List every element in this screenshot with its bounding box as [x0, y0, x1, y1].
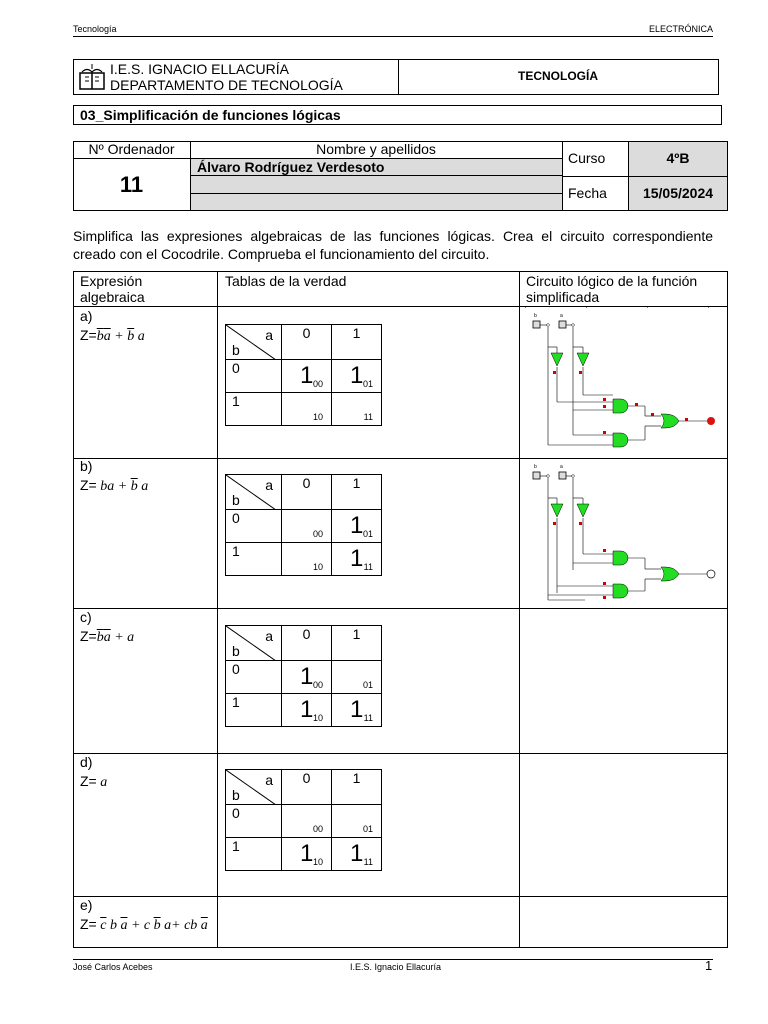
course-label: Curso [568, 150, 606, 166]
computer-number-label: Nº Ordenador [88, 141, 175, 157]
truth-table-a: a b 0 1 0 1 00 1 01 1 10 11 [225, 324, 382, 426]
row-label-b: b) [80, 458, 93, 474]
svg-text:a: a [560, 464, 563, 470]
truth-table-d: a b 0 1 0 00 01 1 1 10 1 11 [225, 769, 382, 871]
footer-rule [73, 959, 713, 960]
footer-school: I.E.S. Ignacio Ellacuría [350, 962, 442, 972]
worksheet-title-box [73, 105, 722, 125]
logic-circuit-a [525, 307, 725, 455]
svg-text:a: a [560, 313, 563, 319]
expression-a: $Z=\overline{b}\overline{a} + \overline{b}$ a [80, 327, 145, 344]
column-header-expression: Expresión algebraica [80, 273, 145, 305]
svg-text:b: b [534, 313, 537, 319]
header-rule [73, 36, 713, 37]
page-number: 1 [705, 958, 713, 973]
expression-d: Z= a [80, 773, 108, 790]
course-value: 4ºB [666, 150, 690, 166]
date-value: 15/05/2024 [642, 185, 714, 201]
expression-e: $Z= \overline{c}$ b $\overline{a} + c$ $\overline{b}$ a+ cb $\overline{a}$ [80, 916, 208, 933]
name-label: Nombre y apellidos [316, 141, 436, 157]
department-name: DEPARTAMENTO DE TECNOLOGÍA [110, 77, 343, 93]
worksheet-title: 03_Simplificación de funciones lógicas [80, 107, 341, 123]
logic-circuit-b [525, 458, 725, 608]
subject-name: TECNOLOGÍA [518, 69, 598, 83]
header-right: ELECTRÓNICA [648, 24, 713, 34]
footer-author: José Carlos Acebes [73, 962, 153, 972]
expression-b: Z= ba + $\overline{b}$ a [80, 477, 149, 494]
row-label-a: a) [80, 308, 93, 324]
student-id-table [73, 141, 728, 211]
header-left: Tecnología [73, 24, 117, 34]
row-label-e: e) [80, 897, 93, 913]
date-label: Fecha [568, 185, 607, 201]
column-header-circuit: Circuito lógico de la función simplificada [526, 273, 698, 305]
truth-table-b: a b 0 1 0 00 1 01 1 10 1 11 [225, 474, 382, 576]
student-name: Álvaro Rodríguez Verdesoto [197, 159, 385, 175]
svg-text:b: b [534, 464, 537, 470]
school-box [73, 59, 719, 95]
row-label-c: c) [80, 609, 92, 625]
truth-table-c: a b 0 1 0 1 00 01 1 1 10 1 11 [225, 625, 382, 727]
expression-c: $Z=\overline{b}\overline{a} + a$ [80, 628, 135, 645]
row-label-d: d) [80, 754, 93, 770]
column-header-truth-tables: Tablas de la verdad [225, 273, 347, 289]
computer-number: 11 [119, 172, 144, 197]
school-name: I.E.S. IGNACIO ELLACURÍA [110, 61, 289, 77]
school-logo [78, 63, 106, 91]
instructions: Simplifica las expresiones algebraicas de las funciones lógicas. Crea el circuito correspondiente creado con el Cocodrile. Comprueba el funcionamiento del circuito. [73, 228, 713, 262]
